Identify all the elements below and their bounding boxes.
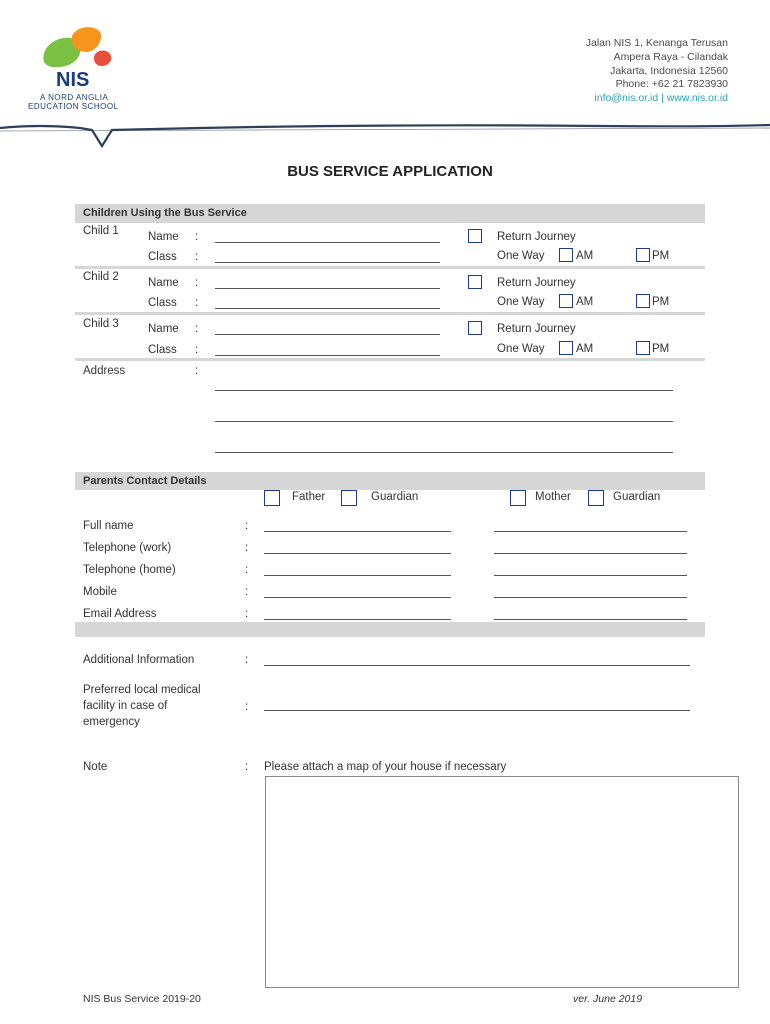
colon: : (245, 654, 249, 666)
child-2-am-checkbox[interactable] (559, 294, 573, 308)
child-3-am-checkbox[interactable] (559, 341, 573, 355)
colon: : (245, 520, 249, 532)
colon: : (195, 251, 199, 263)
address-field-line-2[interactable] (215, 421, 673, 422)
child-3-class-field[interactable] (215, 355, 440, 356)
address-web[interactable]: info@nis.or.id | www.nis.or.id (594, 92, 728, 105)
child-3-name-field[interactable] (215, 334, 440, 335)
additional-info-field[interactable] (264, 665, 690, 666)
guardian-1-label: Guardian (371, 491, 419, 503)
return-journey-label: Return Journey (497, 277, 576, 289)
child-2-label: Child 2 (83, 271, 119, 283)
mother-full-name-field[interactable] (494, 531, 687, 532)
colon: : (195, 323, 199, 335)
address-label: Address (83, 365, 126, 377)
school-logo (26, 22, 136, 112)
colon: : (245, 564, 249, 576)
colon: : (195, 365, 199, 377)
footer-left: NIS Bus Service 2019-20 (83, 993, 201, 1005)
mother-telephone-work-field[interactable] (494, 553, 687, 554)
child-2-name-label: Name (148, 277, 179, 289)
am-label: AM (576, 343, 594, 355)
mother-label: Mother (535, 491, 571, 503)
mother-checkbox[interactable] (510, 490, 526, 506)
address-phone: Phone: +62 21 7823930 (615, 78, 728, 91)
children-section-label: Children Using the Bus Service (83, 207, 247, 219)
address-line-3: Jakarta, Indonesia 12560 (610, 64, 728, 77)
header-divider (0, 118, 770, 152)
guardian-1-checkbox[interactable] (341, 490, 357, 506)
father-label: Father (292, 491, 326, 503)
father-mobile-field[interactable] (264, 597, 451, 598)
pm-label: PM (652, 343, 670, 355)
return-journey-label: Return Journey (497, 323, 576, 335)
guardian-2-checkbox[interactable] (588, 490, 604, 506)
colon: : (195, 297, 199, 309)
child-2-pm-checkbox[interactable] (636, 294, 650, 308)
child-3-return-journey-checkbox[interactable] (468, 321, 482, 335)
parents-section-header (75, 472, 705, 490)
children-section-header (75, 204, 705, 223)
map-attachment-box[interactable] (265, 776, 739, 988)
additional-info-label: Additional Information (83, 654, 195, 666)
logo-tagline-1: A NORD ANGLIA (40, 93, 109, 102)
footer-right: ver. June 2019 (573, 993, 643, 1005)
row-divider (75, 312, 705, 315)
full-name-label: Full name (83, 520, 134, 532)
section-divider-bar (75, 622, 705, 637)
child-3-pm-checkbox[interactable] (636, 341, 650, 355)
return-journey-label: Return Journey (497, 231, 576, 243)
child-2-class-field[interactable] (215, 308, 440, 309)
medical-label-line-3: emergency (83, 716, 140, 728)
child-1-class-label: Class (148, 251, 177, 263)
address-field-line-3[interactable] (215, 452, 673, 453)
parents-section-label: Parents Contact Details (83, 475, 207, 487)
colon: : (245, 701, 249, 713)
pm-label: PM (652, 296, 670, 308)
child-1-return-journey-checkbox[interactable] (468, 229, 482, 243)
medical-label-line-1: Preferred local medical (83, 684, 201, 696)
medical-label-line-2: facility in case of (83, 700, 168, 712)
colon: : (245, 542, 249, 554)
child-1-pm-checkbox[interactable] (636, 248, 650, 262)
one-way-label: One Way (497, 296, 545, 308)
father-full-name-field[interactable] (264, 531, 451, 532)
logo-red-shape (94, 51, 111, 66)
address-field-line-1[interactable] (215, 390, 673, 391)
logo-name: NIS (56, 69, 90, 91)
row-divider (75, 266, 705, 269)
telephone-home-label: Telephone (home) (83, 564, 176, 576)
child-3-class-label: Class (148, 344, 177, 356)
colon: : (245, 761, 249, 773)
father-telephone-home-field[interactable] (264, 575, 451, 576)
child-1-name-field[interactable] (215, 242, 440, 243)
child-1-am-checkbox[interactable] (559, 248, 573, 262)
father-telephone-work-field[interactable] (264, 553, 451, 554)
child-2-class-label: Class (148, 297, 177, 309)
child-1-class-field[interactable] (215, 262, 440, 263)
colon: : (195, 231, 199, 243)
father-email-field[interactable] (264, 619, 451, 620)
colon: : (245, 608, 249, 620)
child-1-label: Child 1 (83, 225, 119, 237)
address-line-1: Jalan NIS 1, Kenanga Terusan (585, 37, 728, 49)
am-label: AM (576, 250, 594, 262)
telephone-work-label: Telephone (work) (83, 542, 172, 554)
child-2-return-journey-checkbox[interactable] (468, 275, 482, 289)
guardian-2-label: Guardian (613, 491, 661, 503)
one-way-label: One Way (497, 343, 545, 355)
mobile-label: Mobile (83, 586, 117, 598)
note-text: Please attach a map of your house if necessary (264, 761, 507, 773)
note-label: Note (83, 761, 108, 773)
logo-orange-shape (72, 27, 101, 52)
father-checkbox[interactable] (264, 490, 280, 506)
pm-label: PM (652, 250, 670, 262)
form-title: BUS SERVICE APPLICATION (287, 163, 493, 180)
am-label: AM (576, 296, 594, 308)
medical-facility-field[interactable] (264, 710, 690, 711)
colon: : (245, 586, 249, 598)
row-divider (75, 358, 705, 361)
child-1-name-label: Name (148, 231, 179, 243)
child-3-name-label: Name (148, 323, 179, 335)
child-2-name-field[interactable] (215, 288, 440, 289)
one-way-label: One Way (497, 250, 545, 262)
email-label: Email Address (83, 608, 157, 620)
school-address (586, 37, 728, 106)
mother-email-field[interactable] (494, 619, 687, 620)
mother-telephone-home-field[interactable] (494, 575, 687, 576)
child-3-label: Child 3 (83, 318, 119, 330)
logo-tagline-2: EDUCATION SCHOOL (28, 102, 119, 111)
address-line-2: Ampera Raya - Cilandak (613, 50, 728, 63)
mother-mobile-field[interactable] (494, 597, 687, 598)
colon: : (195, 344, 199, 356)
colon: : (195, 277, 199, 289)
